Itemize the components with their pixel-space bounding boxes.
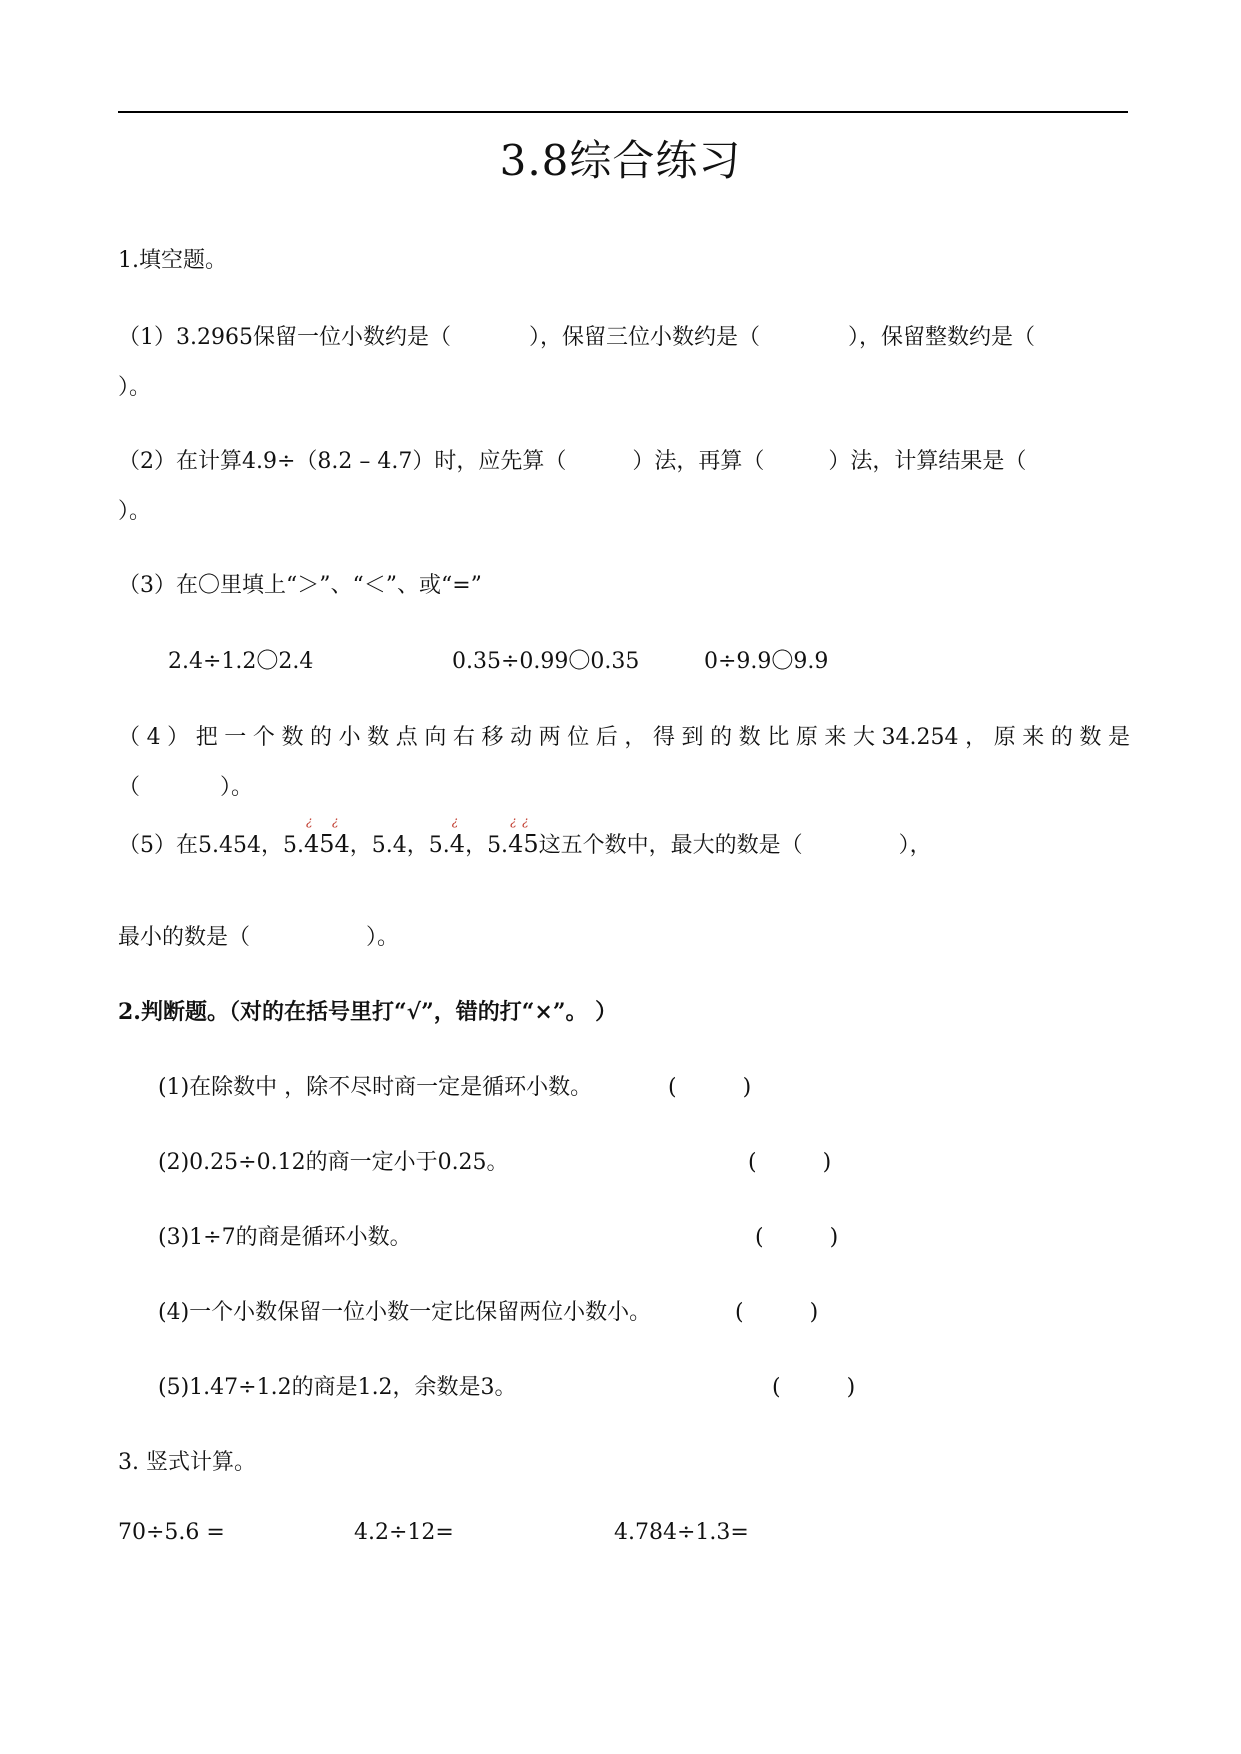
q1-text-b: ），保留三位小数约是（ <box>528 325 760 350</box>
page-title: 3.8综合练习 <box>499 136 742 185</box>
q5-line2 <box>118 920 399 951</box>
judge-bracket-1[interactable]: ( ) <box>668 1075 752 1100</box>
q5-text-e: ）， <box>898 833 932 858</box>
q1-text-d: ）。 <box>118 375 152 400</box>
judge-bracket-4[interactable]: ( ) <box>735 1300 819 1325</box>
q1-text-a: （1）3.2965保留一位小数约是（ <box>118 325 451 350</box>
q2-text-c: ）法，计算结果是（ <box>828 449 1027 474</box>
q1-text-c: ），保留整数约是（ <box>848 325 1036 350</box>
q4-line2 <box>118 770 253 801</box>
judge-item-3: (3)1÷7的商是循环小数。 <box>158 1225 412 1250</box>
calc-item-2: 4.2÷12= <box>354 1520 454 1545</box>
q5-text-a: （5）在5.454，5. <box>118 833 304 858</box>
judge-item-1: (1)在除数中 ，除不尽时商一定是循环小数。 <box>158 1075 593 1100</box>
repeat-digits: 454 <box>303 830 350 858</box>
judge-item-4: (4)一个小数保留一位小数一定比保留两位小数小。 <box>158 1300 652 1325</box>
q2-text-d: ）。 <box>118 499 152 524</box>
q4-text-a: （ <box>118 775 141 800</box>
q5-text-b: ，5.4，5. <box>349 833 450 858</box>
q3-text: （3）在〇里填上“＞”、“＜”、或“=” <box>118 573 482 598</box>
q4-line1: （4）把一个数的小数点向右移动两位后，得到的数比原来大34.254，原来的数是 <box>118 725 1130 750</box>
repeating-decimal-2 <box>449 814 466 858</box>
q2-text-b: ）法，再算（ <box>632 449 765 474</box>
judge-item-5: (5)1.47÷1.2的商是1.2，余数是3。 <box>158 1375 517 1400</box>
q1-line1 <box>118 320 1035 351</box>
q3-item-2: 0.35÷0.99〇0.35 <box>452 649 640 674</box>
judge-bracket-5[interactable]: ( ) <box>772 1375 856 1400</box>
repeat-digits: 4 <box>449 830 466 858</box>
repeat-dot-marker: ¿ <box>331 814 339 828</box>
section2-heading: 2.判断题。（对的在括号里打“√”，错的打“×”。 ） <box>118 999 618 1025</box>
judge-bracket-3[interactable]: ( ) <box>755 1225 839 1250</box>
repeating-decimal-3 <box>508 814 539 858</box>
q2-line1 <box>118 444 1026 475</box>
judge-item-2: (2)0.25÷0.12的商一定小于0.25。 <box>158 1150 509 1175</box>
q3-item-3: 0÷9.9〇9.9 <box>704 649 829 674</box>
repeat-dot-marker: ¿ <box>510 814 517 828</box>
section1-heading: 1.填空题。 <box>118 248 227 273</box>
q3-item-1: 2.4÷1.2〇2.4 <box>168 649 314 674</box>
q2-text-a: （2）在计算4.9÷（8.2 – 4.7）时，应先算（ <box>118 449 567 474</box>
q5-text-d: 这五个数中，最大的数是（ <box>538 833 803 858</box>
q5-line1 <box>118 814 932 859</box>
q5-text-line2a: 最小的数是（ <box>118 925 251 950</box>
section3-heading: 3. 竖式计算。 <box>118 1450 256 1475</box>
repeating-decimal-1 <box>303 814 350 858</box>
q5-text-line2b: ）。 <box>366 925 400 950</box>
repeat-dot-marker: ¿ <box>451 814 459 828</box>
calc-item-3: 4.784÷1.3= <box>614 1520 749 1545</box>
repeat-digits: 45 <box>508 830 539 858</box>
repeat-dot-marker: ¿ <box>305 814 313 828</box>
header-rule <box>118 111 1128 113</box>
judge-bracket-2[interactable]: ( ) <box>748 1150 832 1175</box>
calc-item-1: 70÷5.6 = <box>118 1520 225 1545</box>
repeat-dot-marker: ¿ <box>522 814 529 828</box>
q5-text-c: ，5. <box>465 833 509 858</box>
q4-text-b: ）。 <box>220 775 254 800</box>
